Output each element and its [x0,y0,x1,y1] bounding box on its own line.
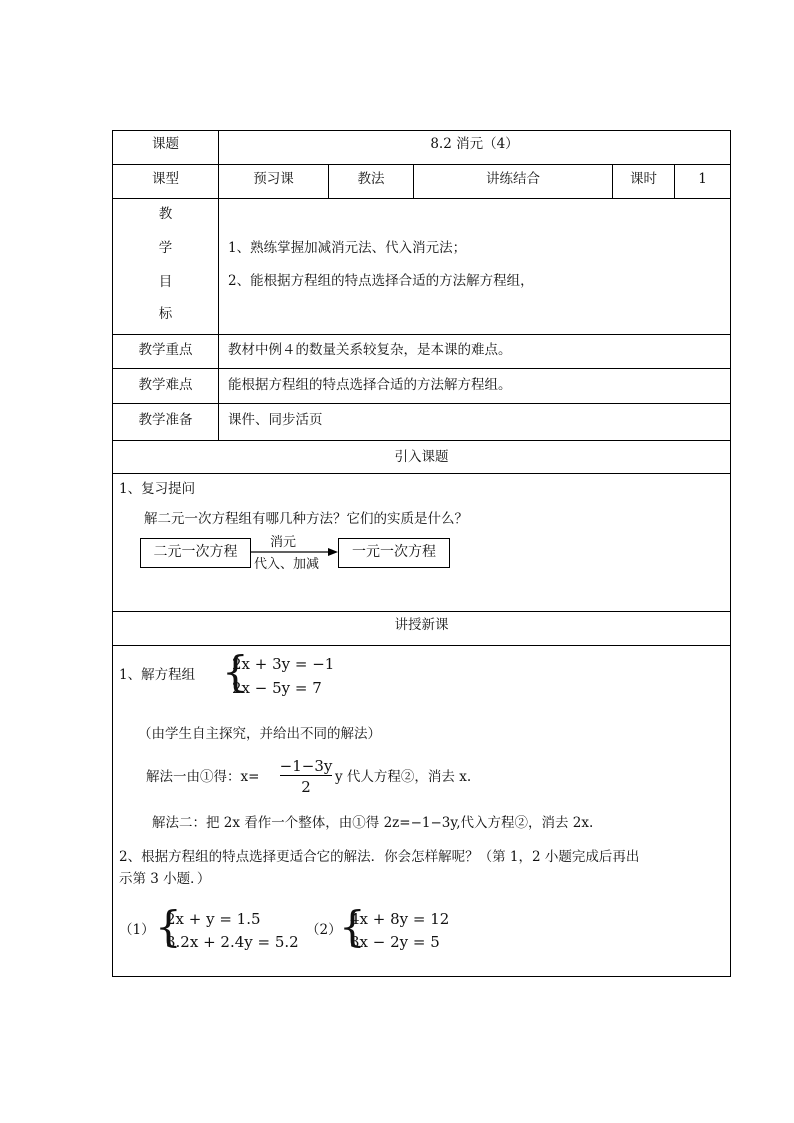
fraction-denominator: 2 [301,778,311,796]
table-line [112,368,731,369]
example1-equation-1: 2x + 3y = −1 [232,655,335,673]
difficulty-label: 教学难点 [138,377,193,393]
problem-1-equation-2: 3.2x + 2.4y = 5.2 [166,933,299,951]
objectives-label-char: 目 [158,274,173,290]
table-line [112,130,731,131]
left-brace-icon: { [155,902,182,951]
left-brace-icon: { [222,647,249,696]
objectives-label-char: 学 [158,240,173,256]
fraction-numerator: −1−3y [279,757,333,775]
topic-label: 课题 [152,136,179,152]
left-brace-icon: { [339,902,366,951]
problem-2-equation-2: 3x − 2y = 5 [350,933,440,951]
preparation-value: 课件、同步活页 [228,412,323,428]
one-variable-equation-box: 一元一次方程 [338,538,450,568]
two-variable-equation-box: 二元一次方程 [140,538,251,568]
table-line [112,611,731,612]
problem-1-equation-1: 2x + y = 1.5 [166,910,261,928]
topic-value: 8.2 消元（4） [430,136,519,152]
student-note: （由学生自主探究，并给出不同的解法） [138,726,381,742]
intro-item: 1、复习提问 [119,481,196,497]
right-arrow-icon [250,547,339,557]
question-2-line-1: 2、根据方程组的特点选择更适合它的解法．你会怎样解呢？（第 1，2 小题完成后再出 [119,849,640,865]
objective-item: 2、能根据方程组的特点选择合适的方法解方程组， [228,273,534,289]
table-line [112,198,731,199]
solution-1-prefix: 解法一由①得：x= [146,769,260,785]
intro-question: 解二元一次方程组有哪几种方法？它们的实质是什么？ [144,511,468,527]
hours-label: 课时 [630,171,657,187]
focus-value: 教材中例４的数量关系较复杂，是本课的难点。 [228,342,512,358]
table-line [112,473,731,474]
table-line [112,334,731,335]
type-label: 课型 [152,171,179,187]
arrow-top-label: 消元 [270,535,297,550]
preparation-label: 教学准备 [138,412,193,428]
method-label: 教法 [357,171,385,187]
newlesson-heading: 讲授新课 [394,617,449,633]
table-line [112,440,731,441]
solution-2: 解法二：把 2x 看作一个整体，由①得 2z=−1−3y,代入方程②，消去 2x. [152,815,594,831]
intro-heading: 引入课题 [394,449,449,465]
objective-item: 1、熟练掌握加减消元法、代入消元法； [228,240,467,256]
difficulty-value: 能根据方程组的特点选择合适的方法解方程组。 [228,377,512,393]
arrow-bottom-label: 代入、加减 [254,557,320,572]
table-line [112,645,731,646]
question-2-line-2: 示第 3 小题．） [119,871,211,887]
type-value: 预习课 [253,171,294,187]
table-line [112,130,113,977]
hours-value: 1 [698,171,707,187]
table-line [112,164,731,165]
objectives-label-char: 标 [158,306,173,322]
example1-equation-2: 2x − 5y = 7 [232,679,322,697]
problem-2-label: （2） [306,922,342,938]
table-line [730,130,731,977]
solution-1-suffix: y 代人方程②，消去 x. [335,769,472,785]
problem-2-equation-1: 4x + 8y = 12 [350,910,450,928]
objectives-label-char: 教 [158,206,173,222]
method-value: 讲练结合 [486,171,540,187]
focus-label: 教学重点 [138,342,193,358]
example1-label: 1、解方程组 [119,667,196,683]
problem-1-label: （1） [119,922,155,938]
table-line [112,976,731,977]
fraction-bar [280,775,332,776]
table-line [112,403,731,404]
